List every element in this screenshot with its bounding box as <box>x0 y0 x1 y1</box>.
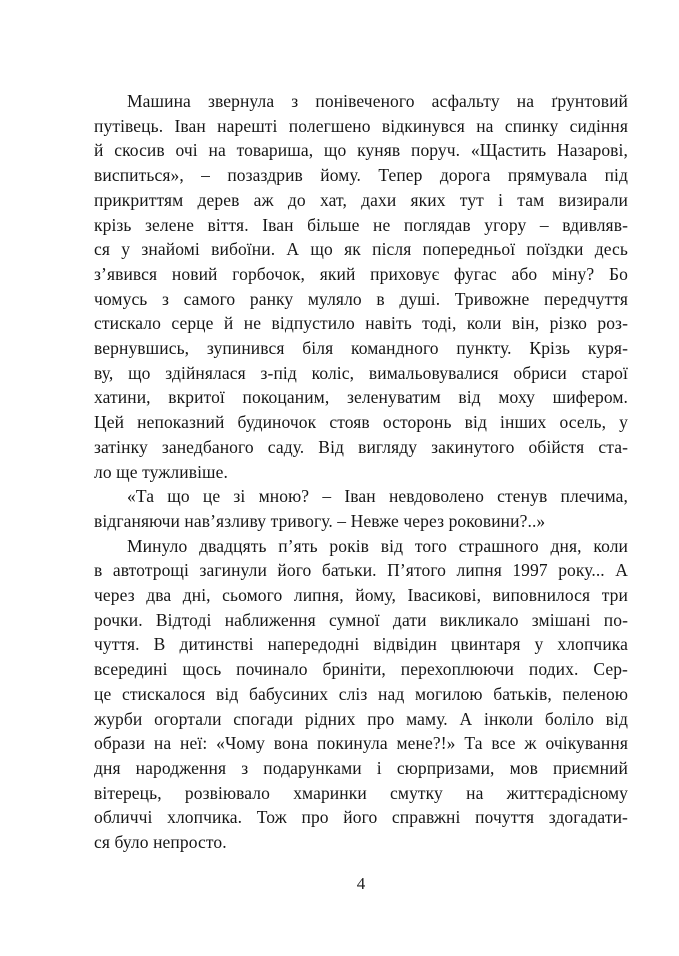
text-line: з’явився новий горбочок, який приховує фугас або міну? Бо <box>94 263 628 284</box>
text-line: відганяючи нав’язливу тривогу. – Невже через роковини?..» <box>94 510 546 531</box>
text-line: хатини, вкритої покоцаним, зеленуватим від моху шифером. <box>94 387 628 408</box>
text-line: вернувшись, зупинився біля командного пункту. Крізь куря- <box>94 338 628 359</box>
text-line: Минуло двадцять п’ять років від того страшного дня, коли <box>127 535 628 556</box>
paragraph <box>94 484 628 533</box>
text-line: Машина звернула з понівеченого асфальту на ґрунтовий <box>127 91 628 111</box>
paragraph <box>94 534 628 855</box>
text-line: затінку занедбаного саду. Від вигляду закинутого обійстя ста- <box>94 436 628 457</box>
text-line: ся було непросто. <box>94 832 227 853</box>
paragraph <box>94 89 628 484</box>
text-line: рочки. Відтоді наближення сумної дати викликало змішані по- <box>94 609 628 630</box>
text-line: в автотрощі загинули його батьки. П’ятого липня 1997 року... А <box>94 560 628 581</box>
text-line: виспиться», – позаздрив йому. Тепер дорога прямувала під <box>94 165 628 186</box>
page-number: 4 <box>356 874 366 893</box>
text-line: образи на неї: «Чому вона покинула мене?!» Та все ж очікування <box>94 733 628 754</box>
text-line: це стискалося від бабусиних сліз над могилою батьків, пеленою <box>94 683 628 704</box>
text-line: вітерець, розвіювало хмаринки смутку на життєрадісному <box>94 782 628 803</box>
text-line: ло ще тужливіше. <box>94 461 228 482</box>
text-line: всередині щось починало бриніти, перехоплюючи подих. Сер- <box>94 659 628 680</box>
text-line: «Та що це зі мною? – Іван невдоволено стенув плечима, <box>127 486 628 507</box>
text-line: прикриттям дерев аж до хат, дахи яких тут і там визирали <box>94 189 628 210</box>
text-line: стискало серце й не відпустило навіть тоді, коли він, різко роз- <box>94 313 628 334</box>
text-line: Цей непоказний будиночок стояв осторонь від інших осель, у <box>94 412 628 433</box>
text-line: ся у знайомі вибоїни. А що як після попередньої поїздки десь <box>94 239 628 260</box>
text-line: чуття. В дитинстві напередодні відвідин цвинтаря у хлопчика <box>94 634 628 655</box>
page-text-block <box>94 89 628 855</box>
text-line: через два дні, сьомого липня, йому, Івасикові, виповнилося три <box>94 585 628 606</box>
text-line: й скосив очі на товариша, що куняв поруч. «Щастить Назарові, <box>94 140 628 161</box>
text-line: дня народження з подарунками і сюрпризами, мов приємний <box>94 757 628 778</box>
text-line: крізь зелене віття. Іван більше не поглядав угору – вдивляв- <box>94 214 628 235</box>
text-line: путівець. Іван нарешті полегшено відкинувся на спинку сидіння <box>94 115 628 136</box>
text-line: ву, що здійнялася з-під коліс, вимальовувалися обриси старої <box>94 362 628 383</box>
text-line: обличчі хлопчика. Тож про його справжні почуття здогадати- <box>94 807 628 828</box>
text-line: чомусь з самого ранку муляло в душі. Тривожне передчуття <box>94 288 628 309</box>
text-line: журби огортали спогади рідних про маму. А інколи боліло від <box>94 708 628 729</box>
